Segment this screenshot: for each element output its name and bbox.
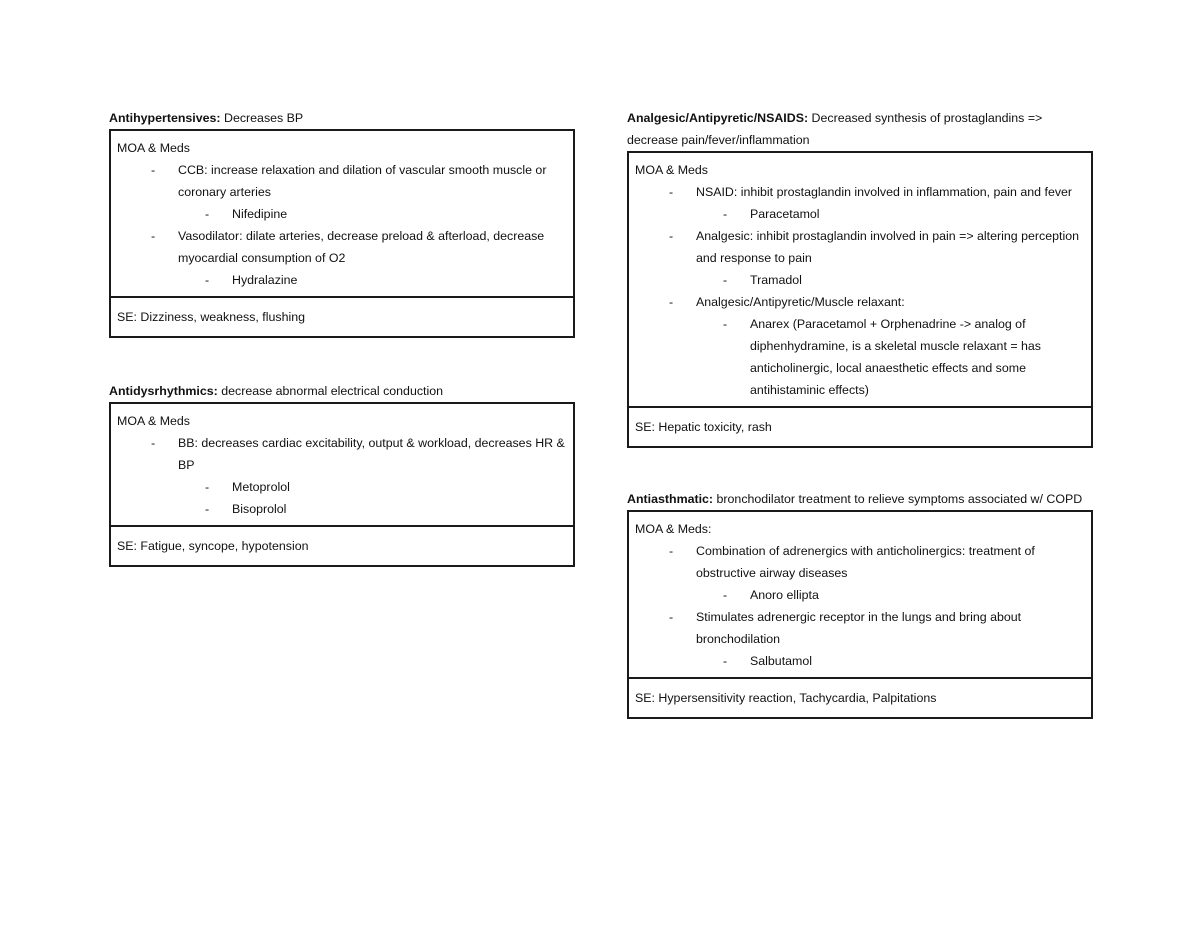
bullet-dash: -	[151, 163, 156, 177]
section-description: decrease abnormal electrical conduction	[221, 384, 444, 398]
list-item	[635, 291, 1091, 313]
med-item	[117, 203, 567, 225]
med-item	[117, 269, 567, 291]
bullet-dash: -	[669, 610, 674, 624]
section-title: Antiasthmatic:	[627, 492, 714, 506]
side-effects: SE: Hepatic toxicity, rash	[629, 406, 1091, 446]
bullet-dash: -	[151, 229, 156, 243]
item-text: Analgesic/Antipyretic/Muscle relaxant:	[696, 295, 905, 309]
list-item	[635, 540, 1076, 584]
med-name: Hydralazine	[232, 273, 298, 287]
section-heading	[627, 107, 1092, 151]
section-description: Decreased synthesis of prostaglandins => decrease pain/fever/inflammation	[627, 111, 1043, 147]
section-description: Decreases BP	[224, 111, 304, 125]
section-title: Antihypertensives:	[109, 111, 221, 125]
med-item	[117, 476, 567, 498]
moa-panel	[111, 131, 573, 296]
bullet-dash: -	[723, 317, 728, 331]
section-title: Analgesic/Antipyretic/NSAIDS:	[627, 111, 809, 125]
bullet-dash: -	[669, 295, 674, 309]
med-name: Anoro ellipta	[750, 588, 819, 602]
moa-label: MOA & Meds	[117, 414, 190, 428]
bullet-dash: -	[723, 588, 728, 602]
med-item	[635, 313, 1050, 401]
item-text: CCB: increase relaxation and dilation of vascular smooth muscle or coronary arteries	[178, 163, 547, 199]
antidysrhythmics-section	[109, 380, 575, 567]
side-effects: SE: Dizziness, weakness, flushing	[111, 296, 573, 336]
antiasthmatic-section	[627, 488, 1093, 719]
antihypertensives-section	[109, 107, 575, 338]
list-item	[635, 606, 1041, 650]
info-box	[109, 402, 575, 567]
list-item	[117, 432, 568, 476]
bullet-dash: -	[205, 480, 210, 494]
item-text: Vasodilator: dilate arteries, decrease preload & afterload, decrease myocardial consumption of O2	[178, 229, 545, 265]
bullet-dash: -	[669, 544, 674, 558]
section-description: bronchodilator treatment to relieve symptoms associated w/ COPD	[716, 492, 1083, 506]
med-name: Salbutamol	[750, 654, 812, 668]
med-name: Anarex (Paracetamol + Orphenadrine -> analog of diphenhydramine, is a skeletal muscle relaxant = has anticholinergic, local anaesthetic effects and some antihistaminic effects)	[750, 317, 1041, 397]
moa-label: MOA & Meds	[635, 163, 708, 177]
moa-panel	[111, 404, 573, 525]
list-item	[635, 225, 1091, 269]
info-box	[627, 151, 1093, 448]
item-text: NSAID: inhibit prostaglandin involved in inflammation, pain and fever	[696, 185, 1073, 199]
list-item	[117, 159, 558, 203]
med-item	[635, 584, 1085, 606]
bullet-dash: -	[723, 654, 728, 668]
moa-panel	[629, 512, 1091, 677]
section-heading	[109, 380, 575, 402]
bullet-dash: -	[205, 207, 210, 221]
bullet-dash: -	[723, 207, 728, 221]
med-item	[635, 203, 1085, 225]
side-effects: SE: Hypersensitivity reaction, Tachycardia, Palpitations	[629, 677, 1091, 717]
side-effects: SE: Fatigue, syncope, hypotension	[111, 525, 573, 565]
section-heading	[627, 488, 1093, 510]
med-name: Bisoprolol	[232, 502, 287, 516]
bullet-dash: -	[669, 229, 674, 243]
info-box	[109, 129, 575, 338]
item-text: Stimulates adrenergic receptor in the lungs and bring about bronchodilation	[696, 610, 1022, 646]
analgesic-section	[627, 107, 1093, 448]
bullet-dash: -	[669, 185, 674, 199]
moa-label: MOA & Meds	[117, 141, 190, 155]
med-name: Nifedipine	[232, 207, 288, 221]
med-name: Paracetamol	[750, 207, 820, 221]
moa-label: MOA & Meds:	[635, 522, 712, 536]
info-box	[627, 510, 1093, 719]
bullet-dash: -	[151, 436, 156, 450]
moa-panel	[629, 153, 1091, 406]
section-heading	[109, 107, 575, 129]
med-item	[635, 269, 1085, 291]
list-item	[635, 181, 1091, 203]
med-item	[117, 498, 567, 520]
med-item	[635, 650, 1085, 672]
bullet-dash: -	[205, 502, 210, 516]
item-text: Analgesic: inhibit prostaglandin involved in pain => altering perception and response to pain	[696, 229, 1079, 265]
list-item	[117, 225, 563, 269]
item-text: BB: decreases cardiac excitability, output & workload, decreases HR & BP	[178, 436, 565, 472]
bullet-dash: -	[723, 273, 728, 287]
section-title: Antidysrhythmics:	[109, 384, 218, 398]
med-name: Metoprolol	[232, 480, 290, 494]
med-name: Tramadol	[750, 273, 802, 287]
item-text: Combination of adrenergics with anticholinergics: treatment of obstructive airway diseases	[696, 544, 1035, 580]
bullet-dash: -	[205, 273, 210, 287]
